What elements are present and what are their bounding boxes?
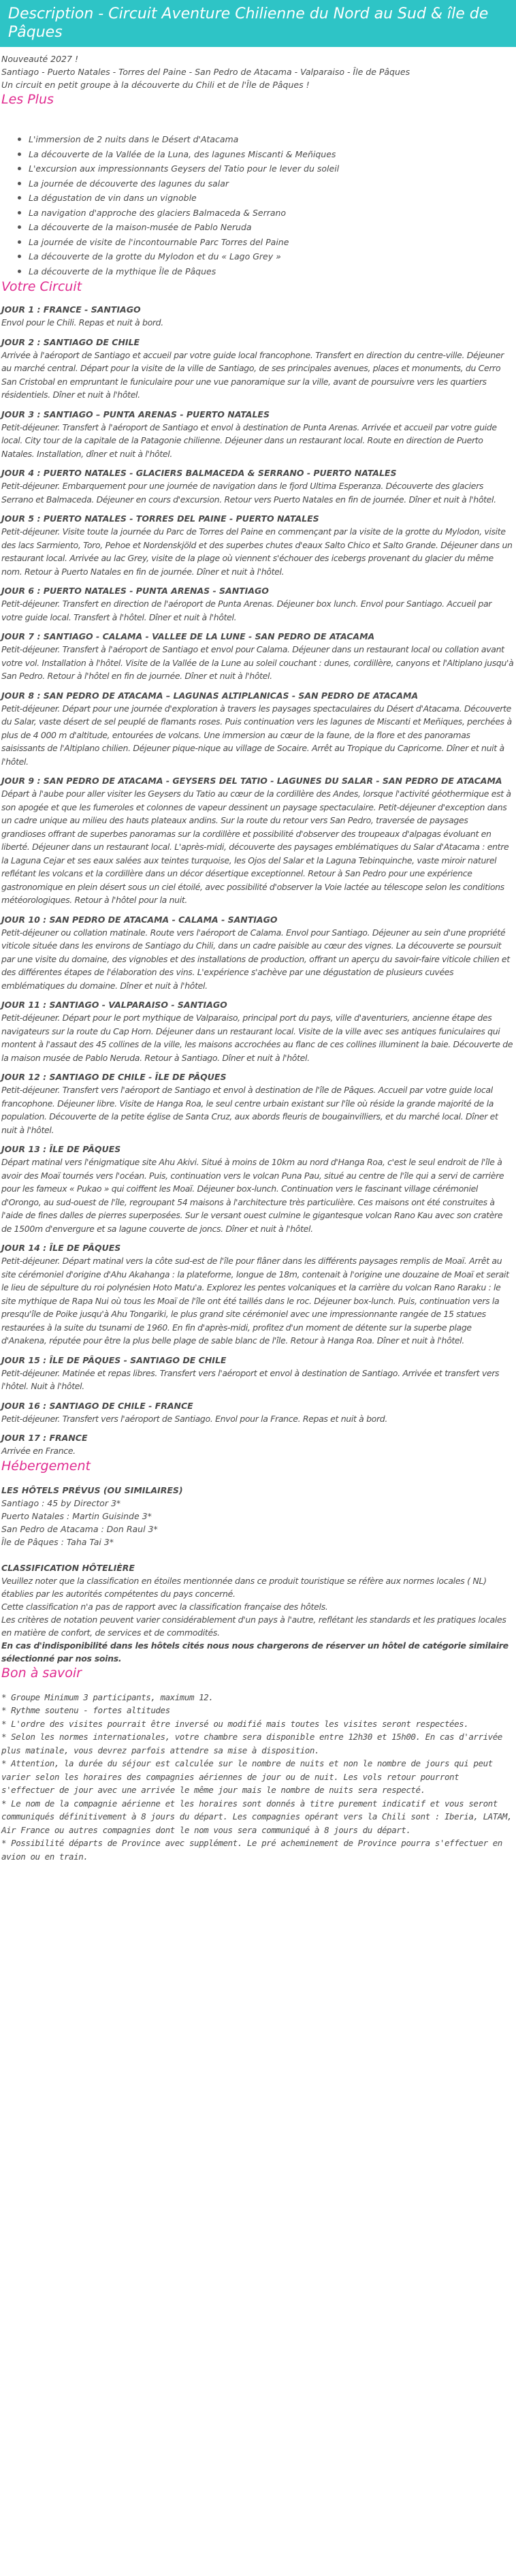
day-description: Petit-déjeuner. Transfert en direction de l'aéroport de Punta Arenas. Déjeuner box lunch. Envol pour Santiago. Accueil par votre guide local. Transfert à l'hôtel. Dîner et nuit à l'hôtel. — [1, 599, 492, 622]
section-title-savoir: Bon à savoir — [1, 1665, 82, 1681]
day-title: JOUR 4 : PUERTO NATALES - GLACIERS BALMACEDA & SERRANO - PUERTO NATALES — [1, 468, 397, 478]
day-block — [0, 1241, 516, 1348]
classification-line-3: Les critères de notation peuvent varier considérablement d'un pays à l'autre, reflétant les standards et les pratiques locales en matière de confort, de services et de commodités. — [1, 1614, 506, 1638]
itinerary — [0, 303, 516, 1458]
day-block — [0, 689, 516, 769]
hotels-title: LES HÔTELS PRÉVUS (OU SIMILAIRES) — [1, 1484, 183, 1495]
plus-item: La découverte de la maison-musée de Pablo Neruda — [29, 220, 516, 235]
day-description: Arrivée en France. — [1, 1446, 76, 1456]
day-title: JOUR 7 : SANTIAGO - CALAMA - VALLEE DE LA LUNE - SAN PEDRO DE ATACAMA — [1, 631, 375, 641]
section-title-hebergement: Hébergement — [1, 1458, 91, 1474]
day-title: JOUR 8 : SAN PEDRO DE ATACAMA – LAGUNAS ALTIPLANICAS - SAN PEDRO DE ATACAMA — [1, 690, 419, 701]
day-description: Petit-déjeuner. Départ pour une journée d'exploration à travers les paysages spectaculaires du Désert d'Atacama. Découverte du Salar, vaste désert de sel peuplé de flamants roses. Puis continuation vers les lagunes de Miscanti et Meñiques, perchées à plus de 4 000 m d'altitude, entourées de volcans. Une immersion au cœur de la faune, de la flore et des panoramas saisissants de l'Altiplano chilien. Déjeuner pique-nique au village de Socaire. Arrêt au Tropique du Capricorne. Dîner et nuit à l'hôtel. — [1, 703, 512, 767]
day-description: Petit-déjeuner. Matinée et repas libres. Transfert vers l'aéroport et envol à destination de Santiago. Arrivée et transfert vers l'hôtel. Nuit à l'hôtel. — [1, 1367, 500, 1391]
day-description: Départ à l'aube pour aller visiter les Geysers du Tatio au cœur de la cordillère des Andes, lorsque l'activité géothermique est à son apogée et que les fumeroles et colonnes de vapeur dessinent un paysage spectaculaire. Petit-déjeuner d'exception dans un cadre unique au milieu des hauts plateaux andins. Sur la route du retour vers San Pedro, traversée de paysages grandioses offrant de superbes panoramas sur la cordillère et possibilité d'observer des troupeaux d'alpagas évoluant en liberté. Déjeuner dans un restaurant local. L'après-midi, découverte des paysages emblématiques du Salar d'Atacama : entre la Laguna Cejar et ses eaux salées aux teintes turquoise, les Ojos del Salar et la Laguna Tebinquinche, vaste miroir naturel reflétant les volcans et la cordillère dans un décor désertique exceptionnel. Retour à San Pedro pour une expérience gastronomique en plein désert sous un ciel étoilé, avec possibilité d'observer la Voie lactée au télescope selon les conditions météorologiques. Retour à l'hôtel pour la nuit. — [1, 789, 511, 905]
section-title-circuit: Votre Circuit — [1, 279, 82, 294]
good-to-know-item: * Groupe Minimum 3 participants, maximum 12. — [1, 1691, 214, 1702]
day-block — [0, 408, 516, 461]
hotels-list — [1, 1497, 515, 1548]
good-to-know-list — [0, 1691, 516, 1864]
good-to-know-item: * Possibilité départs de Province avec supplément. Le pré acheminement de Province pourra s'effectuer en avion ou en train. — [1, 1838, 502, 1862]
day-description: Départ matinal vers l'énigmatique site Ahu Akivi. Situé à moins de 10km au nord d'Hanga Roa, c'est le seul endroit de l'île à avoir des Moaï tournés vers l'océan. Puis, continuation vers le volcan Puna Pau, situé au centre de l'île qui a servi de carrière pour les fameux « Pukao » qui coiffent les Moaï. Déjeuner box-lunch. Continuation vers le fascinant village cérémoniel d'Orongo, au sud-ouest de l'île, regroupant 54 maisons à l'architecture très particulière. Ces maisons ont été construites à l'aide de fines dalles de pierres superposées. Sur le versant ouest culmine le gigantesque volcan Rano Kau avec son cratère de 1500m d'envergure et sa lagune couverte de joncs. Dîner et nuit à l'hôtel. — [1, 1157, 504, 1234]
day-title: JOUR 11 : SANTIAGO - VALPARAISO - SANTIAGO — [1, 1000, 227, 1010]
page-banner — [0, 0, 516, 47]
day-title: JOUR 17 : FRANCE — [1, 1433, 88, 1443]
day-block — [0, 998, 516, 1064]
day-block — [0, 1354, 516, 1393]
day-title: JOUR 10 : SAN PEDRO DE ATACAMA - CALAMA - SANTIAGO — [1, 914, 278, 925]
day-description: Arrivée à l'aéroport de Santiago et accueil par votre guide local francophone. Transfert en direction du centre-ville. Déjeuner au marché central. Départ pour la visite de la ville de Santiago, de ses principales avenues, places et monuments, du Cerro San Cristobal en empruntant le funiculaire pour une vue panoramique sur la ville, avant de poursuivre vers les quartiers résidentiels. Dîner et nuit à l'hôtel. — [1, 349, 504, 400]
day-block — [0, 1143, 516, 1235]
good-to-know-item: * Selon les normes internationales, votre chambre sera disponible entre 12h30 et 15h00. En cas d'arrivée plus matinale, vous devrez parfois attendre sa mise à disposition. — [1, 1732, 502, 1755]
classification-line-2: Cette classification n'a pas de rapport avec la classification française des hôtels. — [1, 1601, 328, 1612]
intro — [0, 47, 516, 91]
day-description: Petit-déjeuner. Départ matinal vers la côte sud-est de l'île pour flâner dans les différents paysages remplis de Moaï. Arrêt au site cérémoniel d'origine d'Ahu Akahanga : la plateforme, longue de 18m, contenait à l'origine une douzaine de Moaï et serait le lieu de sépulture du roi polynésien Hoto Matu'a. Explorez les pentes volcaniques et la carrière du volcan Rano Raraku : le site mythique de Rapa Nui où tous les Moaï de l'île ont été taillés dans le roc. Déjeuner box-lunch. Puis, continuation vers la presqu'île de Poike jusqu'à Ahu Tongariki, le plus grand site cérémoniel avec une impressionnante rangée de 15 statues restaurées à la suite du tsunami de 1960. En fin d'après-midi, profitez d'un moment de détente sur la superbe plage d'Anakena, réputée pour être la plus belle plage de sable blanc de l'île. Retour à Hanga Roa. Dîner et nuit à l'hôtel. — [1, 1256, 509, 1346]
day-description: Petit-déjeuner. Visite toute la journée du Parc de Torres del Paine en commençant par la visite de la grotte du Mylodon, visite des lacs Sarmiento, Toro, Pehoe et Nordenskjöld et des superbes chutes d'eaux Salto Chico et Salto Grande. Déjeuner dans un restaurant local. Arrivée au lac Grey, visite de la plage où viennent s'échouer des icebergs provenant du glacier du même nom. Retour à Puerto Natales en fin de journée. Dîner et nuit à l'hôtel. — [1, 526, 513, 577]
classification-title: CLASSIFICATION HÔTELIÈRE — [1, 1562, 135, 1573]
day-block — [0, 1399, 516, 1426]
day-description: Petit-déjeuner. Transfert vers l'aéroport de Santiago et envol à destination de l'île de Pâques. Accueil par votre guide local francophone. Déjeuner libre. Visite de Hanga Roa, le seul centre urbain existant sur l'île où réside la grande majorité de la population. Découverte de la petite église de Santa Cruz, aux abords fleuris de bougainvilliers, et du marché local. Dîner et nuit à l'hôtel. — [1, 1085, 498, 1135]
intro-year: Nouveauté 2027 ! — [1, 54, 78, 64]
plus-item: La journée de découverte des lagunes du salar — [29, 176, 516, 191]
hotel-item: Île de Pâques : Taha Tai 3* — [1, 1536, 114, 1547]
plus-item: La découverte de la grotte du Mylodon et du « Lago Grey » — [29, 249, 516, 264]
day-title: JOUR 3 : SANTIAGO – PUNTA ARENAS - PUERTO NATALES — [1, 409, 270, 419]
day-description: Petit-déjeuner ou collation matinale. Route vers l'aéroport de Calama. Envol pour Santiago. Déjeuner au sein d'une propriété viticole située dans les environs de Santiago du Chili, dans un cadre paisible au cœur des vignes. La découverte se poursuit par une visite du domaine, des vignobles et des installations de production, offrant un aperçu du savoir-faire viticole chilien et des différentes étapes de l'élaboration des vins. L'expérience s'achève par une dégustation de plusieurs cuvées emblématiques du domaine. Dîner et nuit à l'hôtel. — [1, 927, 510, 991]
good-to-know-item: * Le nom de la compagnie aérienne et les horaires sont donnés à titre purement indicatif et vous seront communiqués définitivement à 8 jours du départ. Les compagnies opérant vers la Chili sont : Iberia, LATAM, Air France ou autres compagnies dont le nom vous sera communiqué à 8 jours du départ. — [1, 1798, 513, 1835]
day-block — [0, 630, 516, 683]
hebergement-block — [0, 1484, 516, 1665]
day-block — [0, 466, 516, 506]
day-description: Petit-déjeuner. Départ pour le port mythique de Valparaiso, principal port du pays, ville d'aventuriers, ancienne étape des navigateurs sur la route du Cap Horn. Déjeuner dans un restaurant local. Visite de la ville avec ses antiques funiculaires qui montent à l'assaut des 45 collines de la ville, les maisons accrochées au flanc de ces collines illuminent la baie. Découverte de la maison musée de Pablo Neruda. Retour à Santiago. Dîner et nuit à l'hôtel. — [1, 1013, 513, 1063]
hotel-item: Santiago : 45 by Director 3* — [1, 1497, 121, 1508]
plus-item: La découverte de la Vallée de la Luna, des lagunes Miscanti & Meñiques — [29, 147, 516, 162]
section-title-plus: Les Plus — [1, 92, 54, 107]
day-block — [0, 1070, 516, 1136]
plus-item: La découverte de la mythique Île de Pâques — [29, 264, 516, 279]
hotel-item: San Pedro de Atacama : Don Raul 3* — [1, 1523, 158, 1534]
day-description: Envol pour le Chili. Repas et nuit à bord. — [1, 317, 163, 328]
plus-item: L'excursion aux impressionnants Geysers del Tatio pour le lever du soleil — [29, 161, 516, 176]
day-title: JOUR 9 : SAN PEDRO DE ATACAMA - GEYSERS DEL TATIO - LAGUNES DU SALAR - SAN PEDRO DE ATACAMA — [1, 776, 502, 786]
day-title: JOUR 16 : SANTIAGO DE CHILE - FRANCE — [1, 1400, 193, 1411]
day-title: JOUR 12 : SANTIAGO DE CHILE - ÎLE DE PÂQUES — [1, 1072, 227, 1082]
plus-item: La journée de visite de l'incontournable Parc Torres del Paine — [29, 235, 516, 250]
good-to-know-item: * Rythme soutenu - fortes altitudes — [1, 1705, 170, 1715]
day-block — [0, 303, 516, 330]
day-description: Petit-déjeuner. Transfert vers l'aéroport de Santiago. Envol pour la France. Repas et nuit à bord. — [1, 1413, 387, 1424]
day-description: Petit-déjeuner. Transfert à l'aéroport de Santiago et envol pour Calama. Déjeuner dans un restaurant local ou collation avant votre vol. Installation à l'hôtel. Visite de la Vallée de la Lune au soleil couchant : dunes, cordillère, canyons et l'Altiplano jusqu'à San Pedro. Retour à l'hôtel en fin de journée. Dîner et nuit à l'hôtel. — [1, 644, 514, 681]
banner-title: Description - Circuit Aventure Chilienne du Nord au Sud & île de Pâques — [8, 5, 489, 41]
day-block — [0, 336, 516, 402]
day-description: Petit-déjeuner. Transfert à l'aéroport de Santiago et envol à destination de Punta Arenas. Arrivée et accueil par votre guide local. City tour de la capitale de la Patagonie chilienne. Déjeuner dans un restaurant local. Route en direction de Puerto Natales. Installation, dîner et nuit à l'hôtel. — [1, 422, 497, 459]
classification-bold-note: En cas d'indisponibilité dans les hôtels cités nous nous chargerons de réserver un hôtel de catégorie similaire sélectionné par nos soins. — [1, 1640, 509, 1664]
hotel-item: Puerto Natales : Martin Guisinde 3* — [1, 1510, 152, 1521]
day-block — [0, 913, 516, 993]
day-description: Petit-déjeuner. Embarquement pour une journée de navigation dans le fjord Ultima Esperanza. Découverte des glaciers Serrano et Balmaceda. Déjeuner en cours d'excursion. Retour vers Puerto Natales en fin de journée. Dîner et nuit à l'hôtel. — [1, 481, 496, 505]
day-title: JOUR 15 : ÎLE DE PÂQUES - SANTIAGO DE CHILE — [1, 1354, 227, 1365]
plus-item: La dégustation de vin dans un vignoble — [29, 191, 516, 206]
day-block — [0, 512, 516, 578]
day-block — [0, 1431, 516, 1458]
good-to-know-item: * Attention, la durée du séjour est calculée sur le nombre de nuits et non le nombre de jours qui peut varier selon les horaires des compagnies aériennes de jour ou de nuit. Les vols retour pourront s'effectuer de jour avec une arrivée le même jour mais le nombre de nuits sera respecté. — [1, 1758, 493, 1795]
day-title: JOUR 13 : ÎLE DE PÂQUES — [1, 1144, 121, 1154]
plus-item: La navigation d'approche des glaciers Balmaceda & Serrano — [29, 206, 516, 221]
plus-item: L'immersion de 2 nuits dans le Désert d'Atacama — [29, 132, 516, 147]
day-title: JOUR 6 : PUERTO NATALES - PUNTA ARENAS - SANTIAGO — [1, 586, 269, 596]
intro-route: Santiago - Puerto Natales - Torres del Paine - San Pedro de Atacama - Valparaiso - Île de Pâques — [1, 67, 410, 77]
good-to-know-item: * L'ordre des visites pourrait être inversé ou modifié mais toutes les visites seront respectées. — [1, 1718, 469, 1729]
day-block — [0, 774, 516, 907]
day-title: JOUR 5 : PUERTO NATALES - TORRES DEL PAINE - PUERTO NATALES — [1, 513, 319, 524]
day-title: JOUR 2 : SANTIAGO DE CHILE — [1, 336, 140, 347]
intro-tagline: Un circuit en petit groupe à la découverte du Chili et de l'Île de Pâques ! — [1, 80, 310, 90]
day-title: JOUR 14 : ÎLE DE PÂQUES — [1, 1243, 121, 1253]
day-block — [0, 584, 516, 624]
day-title: JOUR 1 : FRANCE - SANTIAGO — [1, 304, 141, 315]
plus-list — [0, 132, 516, 279]
classification-text: Veuillez noter que la classification en étoiles mentionnée dans ce produit touristique se réfère aux normes locales ( NL) établies par les autorités compétentes du pays concerné. — [1, 1575, 487, 1599]
